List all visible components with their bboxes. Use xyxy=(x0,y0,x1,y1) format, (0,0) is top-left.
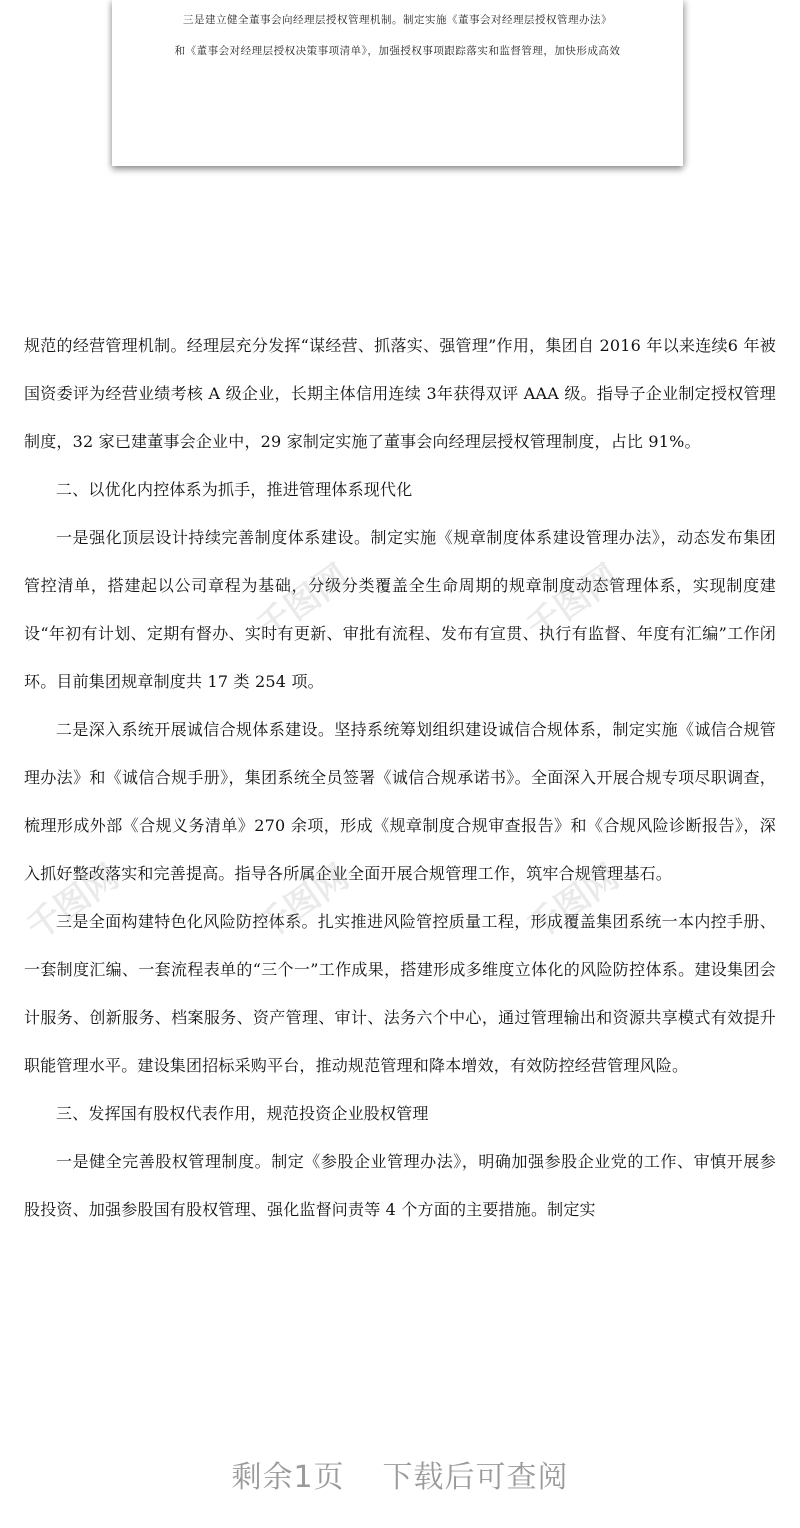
paragraph: 三是全面构建特色化风险防控体系。扎实推进风险管控质量工程，形成覆盖集团系统一本内控手册、一套制度汇编、一套流程表单的“三个一”工作成果，搭建形成多维度立体化的风险防控体系。建设集团会计服务、创新服务、档案服务、资产管理、审计、法务六个中心，通过管理输出和资源共享模式有效提升职能管理水平。建设集团招标采购平台，推动规范管理和降本增效，有效防控经营管理风险。 xyxy=(24,912,776,1075)
paragraph: 一是健全完善股权管理制度。制定《参股企业管理办法》，明确加强参股企业党的工作、审慎开展参股投资、加强参股国有股权管理、强化监督问责等 4 个方面的主要措施。制定实 xyxy=(24,1152,776,1219)
watermark-logo: 千图网 xyxy=(519,556,627,649)
remaining-pages-label: 剩余1页 xyxy=(231,1460,345,1495)
paragraph: 二是深入系统开展诚信合规体系建设。坚持系统筹划组织建设诚信合规体系，制定实施《诚信合规管理办法》和《诚信合规手册》，集团系统全员签署《诚信合规承诺书》。全面深入开展合规专项尽职调查，梳理形成外部《合规义务清单》270 余项，形成《规章制度合规审查报告》和《合规风险诊断报告》，深入抓好整改落实和完善提高。指导各所属企业全面开展合规管理工作，筑牢合规管理基石。 xyxy=(24,720,776,883)
watermark-logo: 千图网 xyxy=(249,856,357,949)
watermark-logo: 千图网 xyxy=(249,556,357,649)
preview-text-line: 和《董事会对经理层授权决策事项清单》，加强授权事项跟踪落实和监督管理，加快形成高效 xyxy=(174,45,621,57)
watermark-logo: 千图网 xyxy=(519,856,627,949)
document-body xyxy=(24,322,776,1234)
preview-text-line: 三是建立健全董事会向经理层授权管理机制。制定实施《董事会对经理层授权管理办法》 xyxy=(183,14,612,26)
section-heading: 二、以优化内控体系为抓手，推进管理体系现代化 xyxy=(56,480,413,499)
download-to-view-label[interactable]: 下载后可查阅 xyxy=(382,1460,569,1495)
watermark-logo: 千图网 xyxy=(19,856,127,949)
section-heading: 三、发挥国有股权代表作用，规范投资企业股权管理 xyxy=(56,1104,429,1123)
paragraph: 一是强化顶层设计持续完善制度体系建设。制定实施《规章制度体系建设管理办法》，动态发布集团管控清单，搭建起以公司章程为基础，分级分类覆盖全生命周期的规章制度动态管理体系，实现制度建设“年初有计划、定期有督办、实时有更新、审批有流程、发布有宣贯、执行有监督、年度有汇编”工作闭环。目前集团规章制度共 17 类 254 项。 xyxy=(24,528,776,691)
remaining-pages-banner[interactable] xyxy=(0,1420,800,1528)
paragraph: 规范的经营管理机制。经理层充分发挥“谋经营、抓落实、强管理”作用，集团自 2016 年以来连续6 年被国资委评为经营业绩考核 A 级企业，长期主体信用连续 3年获得双评 AAA 级。指导子企业制定授权管理制度，32 家已建董事会企业中，29 家制定实施了董事会向经理层授权管理制度，占比 91%。 xyxy=(24,336,776,451)
page-preview-card xyxy=(112,0,683,166)
